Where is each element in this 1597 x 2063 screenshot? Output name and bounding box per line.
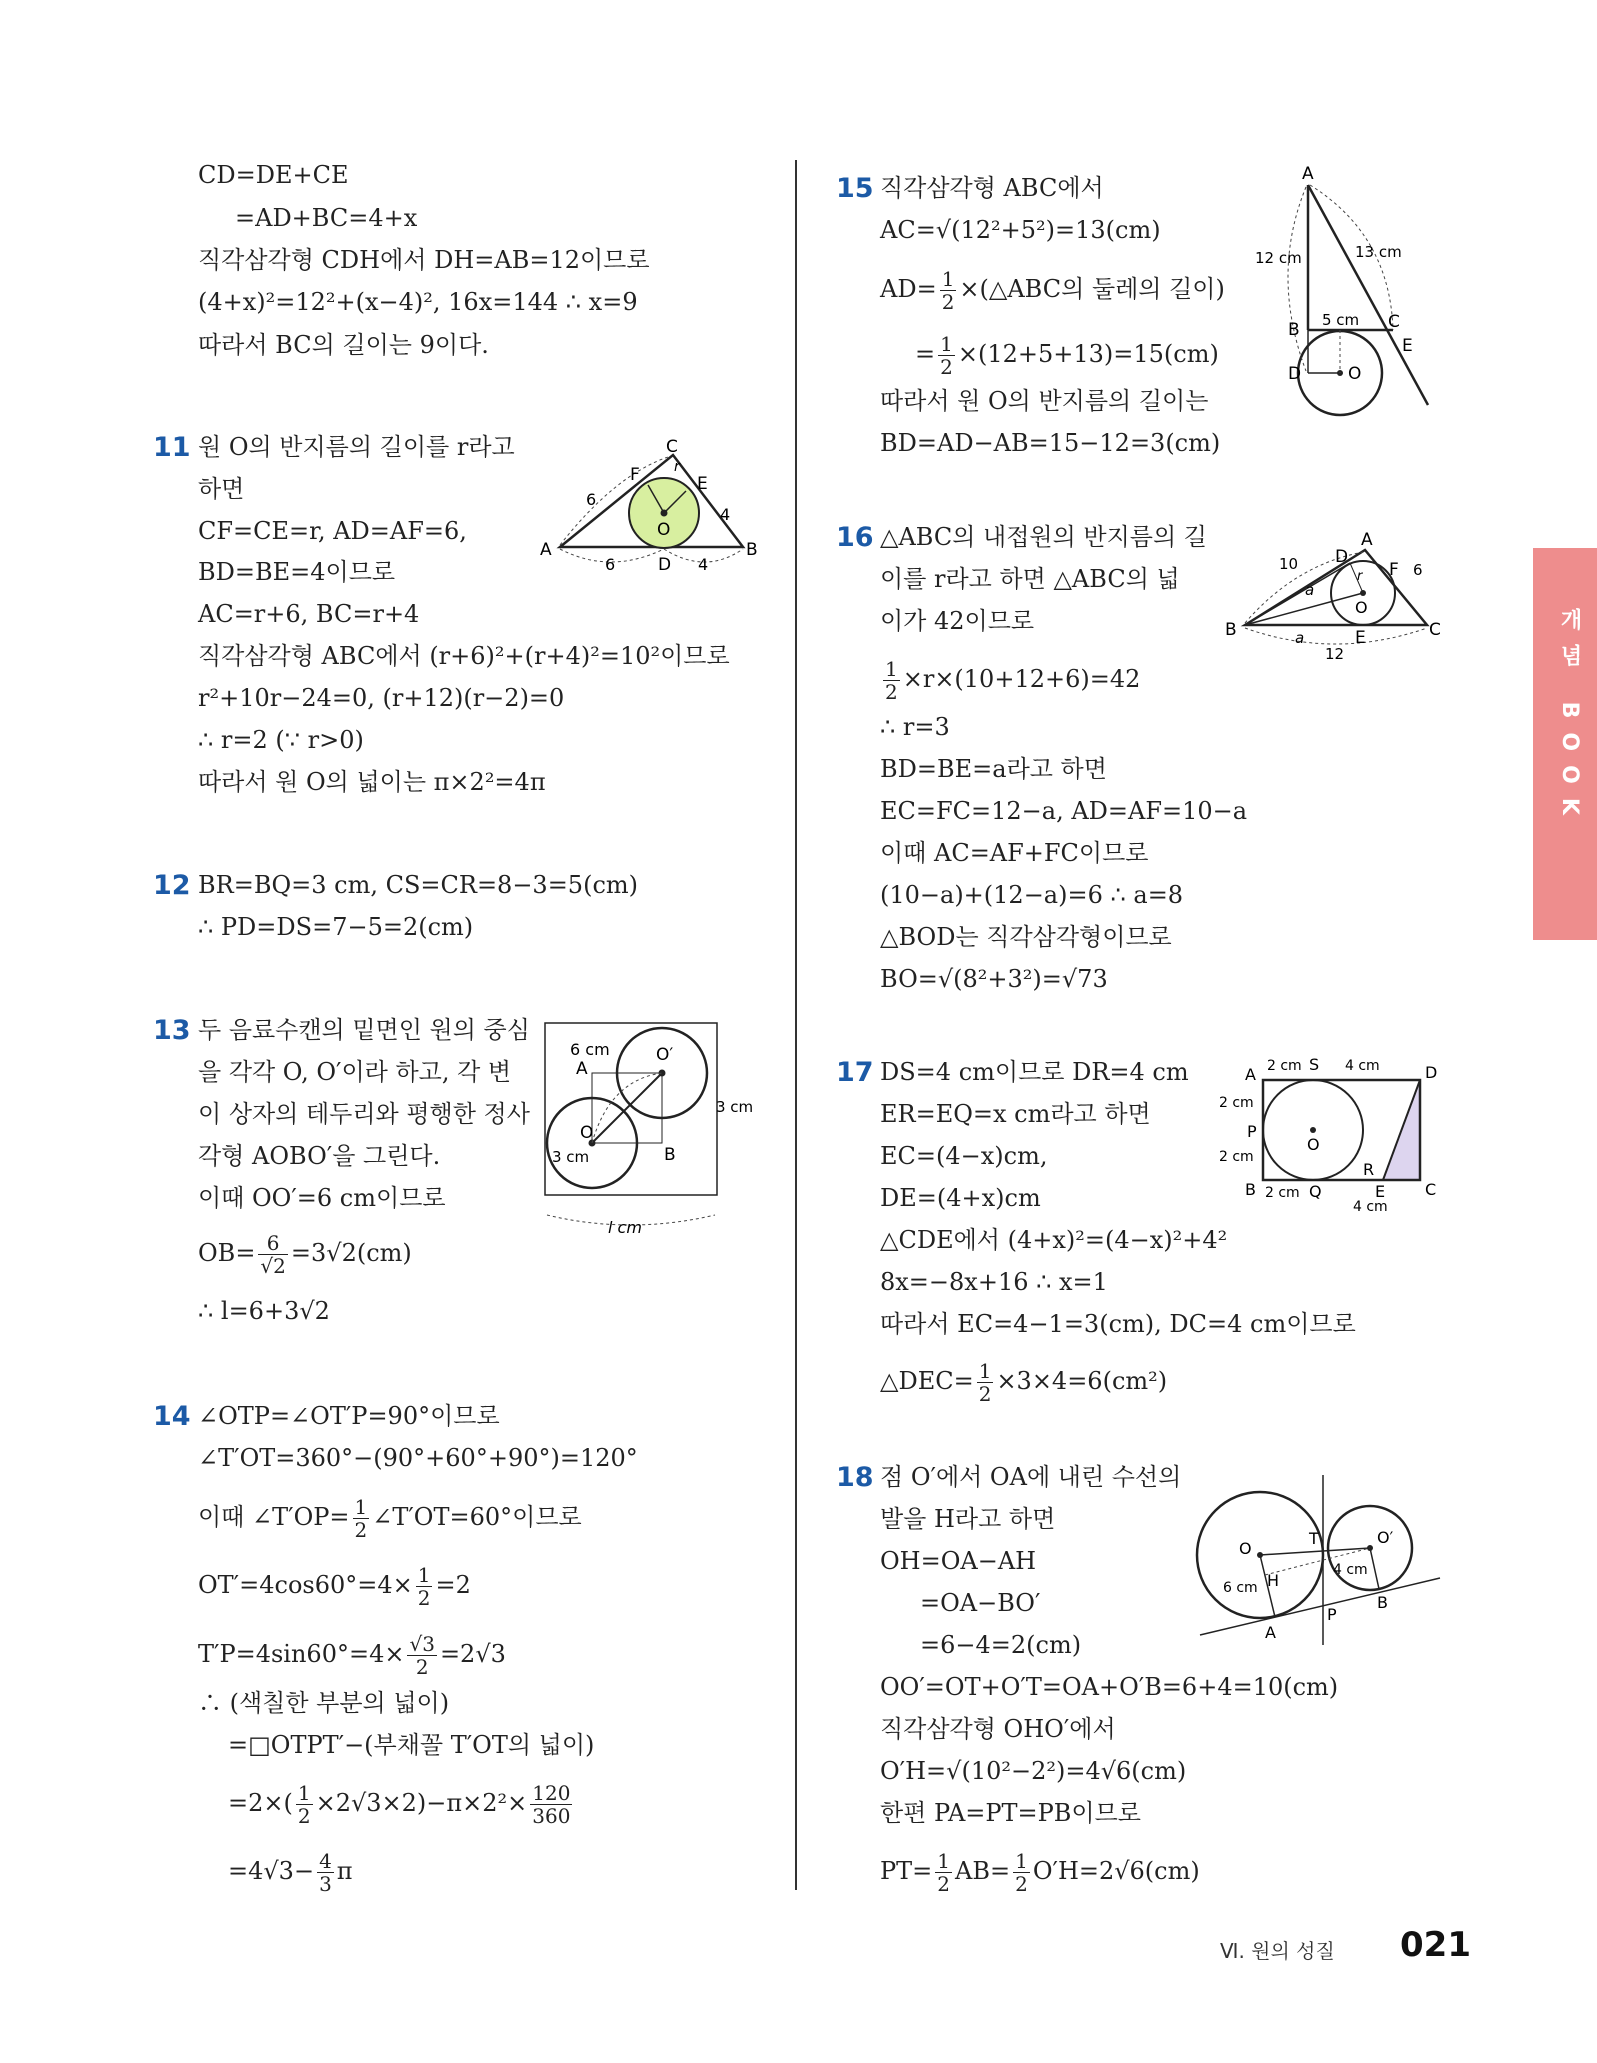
p14-l5-b: =2√3	[439, 1640, 506, 1668]
p14-l3-num: 1	[354, 1495, 368, 1519]
p15-fig-label-o: O	[1348, 364, 1362, 384]
p16-fig-label-c: C	[1429, 620, 1441, 640]
p13-number: 13	[153, 1015, 191, 1046]
p14-number: 14	[153, 1401, 191, 1432]
footer-chapter-title: Ⅵ. 원의 성질	[1220, 1939, 1335, 1963]
p18-fig-label-o: O	[1239, 1539, 1252, 1558]
p13-line7: ∴ l=6+3√2	[198, 1297, 330, 1325]
p15-fig-label-b: B	[1288, 320, 1300, 340]
p18-l10-den2: 2	[1015, 1872, 1028, 1896]
p13-figure	[540, 1020, 754, 1240]
p15-figure	[1250, 165, 1450, 435]
p11-line2: 하면	[198, 475, 245, 503]
p18-l10-frac2	[1013, 1850, 1030, 1895]
p16-fig-12: 12	[1325, 645, 1345, 663]
p16-l4-num: 1	[885, 657, 898, 681]
p14-l4-num: 1	[417, 1563, 431, 1587]
p16-line3: 이가 42이므로	[880, 607, 1035, 635]
p10-line1: CD=DE+CE	[198, 161, 349, 189]
p15-l4-den: 2	[940, 355, 953, 379]
p11-fig-label-6a: 6	[586, 490, 597, 509]
p14-l4-den: 2	[417, 1586, 431, 1610]
p14-line2: ∠T′OT=360°−(90°+60°+90°)=120°	[198, 1444, 638, 1472]
p17-line8	[880, 1360, 1167, 1405]
p14-l4-b: =2	[435, 1571, 471, 1599]
p13-line2: 을 각각 O, O′이라 하고, 각 변	[198, 1058, 512, 1086]
p18-line4: =OA−BO′	[920, 1589, 1041, 1617]
p12-line1: BR=BQ=3 cm, CS=CR=8−3=5(cm)	[198, 871, 639, 899]
p18-line2: 발을 H라고 하면	[880, 1505, 1056, 1533]
p16-fig-label-a: A	[1361, 530, 1373, 550]
p10-line5: 따라서 BC의 길이는 9이다.	[198, 331, 489, 359]
p11-fig-label-c: C	[666, 437, 678, 457]
p17-fig-label-o: O	[1307, 1135, 1320, 1154]
p18-line9: 한편 PA=PT=PB이므로	[880, 1799, 1141, 1827]
p18-l10-a: PT=	[880, 1857, 933, 1885]
p11-line6: 직각삼각형 ABC에서 (r+6)²+(r+4)²=10²이므로	[198, 642, 730, 670]
p17-fig-label-b: B	[1245, 1180, 1256, 1199]
p11-fig-label-r: r	[674, 459, 680, 475]
p16-fig-label-o: O	[1355, 598, 1368, 617]
p13-fig-label-b: B	[664, 1145, 676, 1165]
page-number: 021	[1400, 1925, 1471, 1965]
p16-line7: EC=FC=12−a, AD=AF=10−a	[880, 797, 1248, 825]
p11-line3: CF=CE=r, AD=AF=6,	[198, 517, 467, 545]
p15-l3-frac	[940, 268, 957, 313]
p14-l5-frac	[407, 1633, 436, 1678]
p13-line6	[198, 1232, 412, 1277]
p17-fig-2cm-left2: 2 cm	[1219, 1149, 1254, 1165]
p18-line6: OO′=OT+O′T=OA+O′B=6+4=10(cm)	[880, 1673, 1339, 1701]
p15-l4-frac	[938, 333, 955, 378]
p14-l8-frac2	[530, 1782, 572, 1827]
p13-frac-num: 6	[258, 1232, 287, 1255]
chapter-side-tab	[1533, 548, 1597, 940]
p14-l9-num: 4	[319, 1849, 332, 1873]
p17-fig-label-d: D	[1425, 1063, 1438, 1082]
p16-line6: BD=BE=a라고 하면	[880, 755, 1107, 783]
p16-fig-r: r	[1357, 569, 1363, 584]
p15-line6: BD=AD−AB=15−12=3(cm)	[880, 429, 1221, 457]
p16-line2: 이를 r라고 하면 △ABC의 넓	[880, 565, 1180, 593]
p11-fig-label-o: O	[657, 520, 671, 540]
p14-l4-a: OT′=4cos60°=4×	[198, 1571, 413, 1599]
p16-line9: (10−a)+(12−a)=6 ∴ a=8	[880, 881, 1184, 909]
p17-fig-label-c: C	[1425, 1180, 1437, 1199]
p18-l10-num2: 1	[1015, 1849, 1028, 1873]
p16-fig-10: 10	[1279, 555, 1299, 573]
p13-line1: 두 음료수캔의 밑면인 원의 중심	[198, 1016, 530, 1044]
p17-line4: DE=(4+x)cm	[880, 1184, 1041, 1212]
p16-line11: BO=√(8²+3²)=√73	[880, 965, 1108, 993]
p17-fig-4cm-top: 4 cm	[1345, 1058, 1380, 1074]
p15-l3-b: ×(△ABC의 둘레의 길이)	[959, 275, 1225, 303]
p17-l8-b: ×3×4=6(cm²)	[996, 1367, 1168, 1395]
p13-fig-label-a: A	[576, 1059, 588, 1079]
p13-ob-rhs: =3√2(cm)	[290, 1239, 412, 1267]
p14-l8-b: ×2√3×2)−π×2²×	[315, 1789, 528, 1817]
p18-fig-label-p: P	[1327, 1605, 1337, 1624]
p14-l5-den: 2	[415, 1655, 429, 1679]
p14-l8-num2: 120	[532, 1781, 571, 1805]
p13-fig-l: l cm	[608, 1218, 642, 1237]
p18-line1: 점 O′에서 OA에 내린 수선의	[880, 1463, 1182, 1491]
p14-l4-frac	[416, 1564, 433, 1609]
p11-line1: 원 O의 반지름의 길이를 r라고	[198, 433, 515, 461]
p10-line2: =AD+BC=4+x	[235, 204, 418, 232]
p11-line5: AC=r+6, BC=r+4	[198, 600, 420, 628]
p14-l8-den: 2	[297, 1804, 311, 1828]
p14-l9-den: 3	[319, 1872, 332, 1896]
p16-line8: 이때 AC=AF+FC이므로	[880, 839, 1149, 867]
p15-line1: 직각삼각형 ABC에서	[880, 174, 1104, 202]
p12-line2: ∴ PD=DS=7−5=2(cm)	[198, 913, 474, 941]
p17-fig-2cm-bottom: 2 cm	[1265, 1185, 1300, 1201]
p17-fig-label-s: S	[1309, 1055, 1320, 1074]
p16-fig-label-b: B	[1225, 620, 1237, 640]
p16-fig-6: 6	[1413, 561, 1423, 579]
p14-l8-frac	[296, 1782, 313, 1827]
p13-fig-6cm: 6 cm	[570, 1040, 610, 1059]
p18-line10	[880, 1850, 1200, 1895]
p15-line5: 따라서 원 O의 반지름의 길이는	[880, 387, 1209, 415]
p17-line7: 따라서 EC=4−1=3(cm), DC=4 cm이므로	[880, 1310, 1356, 1338]
p18-figure	[1195, 1470, 1450, 1660]
p18-line3: OH=OA−AH	[880, 1547, 1037, 1575]
p18-fig-label-t: T	[1309, 1529, 1319, 1548]
p14-l5-num: √3	[409, 1632, 435, 1656]
p16-line4	[880, 658, 1140, 703]
p17-l8-num: 1	[978, 1359, 992, 1383]
p18-fig-label-a: A	[1265, 1623, 1276, 1642]
p18-fig-label-h: H	[1267, 1571, 1280, 1590]
p11-fig-label-b: B	[746, 540, 758, 560]
p16-line10: △BOD는 직각삼각형이므로	[880, 923, 1172, 951]
p18-l10-num1: 1	[937, 1849, 950, 1873]
p14-l8-den2: 360	[532, 1804, 571, 1828]
p15-line3	[880, 268, 1225, 313]
p16-fig-label-e: E	[1355, 628, 1366, 648]
p14-line6: ∴ (색칠한 부분의 넓이)	[198, 1689, 450, 1717]
p18-l10-den1: 2	[937, 1872, 950, 1896]
p11-fig-label-4a: 4	[720, 505, 731, 524]
p18-fig-label-o-prime: O′	[1377, 1528, 1394, 1547]
p17-l8-den: 2	[978, 1382, 992, 1406]
p15-fig-label-c: C	[1388, 312, 1400, 332]
p14-l9-frac	[317, 1850, 334, 1895]
p14-l8-num: 1	[297, 1781, 311, 1805]
p17-line5: △CDE에서 (4+x)²=(4−x)²+4²	[880, 1226, 1228, 1254]
side-tab-label: 개념 BOOK	[1557, 608, 1582, 829]
p17-line2: ER=EQ=x cm라고 하면	[880, 1100, 1151, 1128]
p13-fraction	[258, 1232, 287, 1277]
p16-fig-label-d: D	[1335, 547, 1349, 567]
p13-fig-3cm-a: 3 cm	[552, 1148, 590, 1166]
p14-line7: =□OTPT′−(부채꼴 T′OT의 넓이)	[228, 1731, 595, 1759]
p18-fig-4cm: 4 cm	[1333, 1562, 1368, 1578]
p11-line9: 따라서 원 O의 넓이는 π×2²=4π	[198, 768, 546, 796]
p16-line1: △ABC의 내접원의 반지름의 길	[880, 523, 1207, 551]
p14-l3-b: ∠T′OT=60°이므로	[372, 1503, 582, 1531]
p13-ob-lhs: OB=	[198, 1239, 256, 1267]
p17-line1: DS=4 cm이므로 DR=4 cm	[880, 1058, 1189, 1086]
p17-fig-4cm-bottom: 4 cm	[1353, 1199, 1388, 1215]
p15-number: 15	[836, 173, 874, 204]
p15-l4-b: ×(12+5+13)=15(cm)	[957, 340, 1219, 368]
p17-fig-2cm-top: 2 cm	[1267, 1058, 1302, 1074]
p15-l3-num: 1	[941, 267, 955, 291]
p18-line5: =6−4=2(cm)	[920, 1631, 1082, 1659]
p11-fig-label-4b: 4	[698, 555, 709, 574]
p14-line3	[198, 1496, 582, 1541]
p18-l10-frac1	[935, 1850, 952, 1895]
p16-figure	[1215, 525, 1450, 665]
p14-l9-a: =4√3−	[228, 1857, 315, 1885]
p16-fig-a2: a	[1295, 629, 1305, 647]
p18-fig-6cm: 6 cm	[1223, 1580, 1258, 1596]
p15-l4-num: 1	[940, 332, 953, 356]
p11-fig-label-d: D	[658, 555, 672, 575]
p14-line9	[228, 1850, 353, 1895]
p17-figure	[1215, 1045, 1455, 1225]
p17-fig-2cm-left1: 2 cm	[1219, 1095, 1254, 1111]
p14-line5	[198, 1633, 506, 1678]
p16-line5: ∴ r=3	[880, 713, 950, 741]
p17-fig-label-r: R	[1363, 1160, 1375, 1179]
p15-fig-label-a: A	[1302, 164, 1314, 184]
p13-fig-label-o-prime: O′	[656, 1045, 674, 1065]
p17-fig-label-p: P	[1247, 1122, 1257, 1141]
p13-frac-den: √2	[260, 1254, 286, 1278]
column-divider	[795, 160, 797, 1890]
p11-line8: ∴ r=2 (∵ r>0)	[198, 726, 364, 754]
p11-fig-label-6b: 6	[605, 555, 616, 574]
p15-line2: AC=√(12²+5²)=13(cm)	[880, 216, 1161, 244]
p13-line5: 이때 OO′=6 cm이므로	[198, 1184, 446, 1212]
p16-number: 16	[836, 522, 874, 553]
p15-l3-den: 2	[941, 290, 955, 314]
p15-l4-a: =	[915, 340, 936, 368]
p14-l8-a: =2×(	[228, 1789, 293, 1817]
p18-l10-c: O′H=2√6(cm)	[1032, 1857, 1200, 1885]
p10-line3: 직각삼각형 CDH에서 DH=AB=12이므로	[198, 246, 650, 274]
p15-fig-label-d: D	[1288, 364, 1302, 384]
p16-fig-label-f: F	[1389, 560, 1399, 580]
p16-fig-a1: a	[1305, 581, 1315, 599]
p18-number: 18	[836, 1462, 874, 1493]
p17-fig-label-a: A	[1245, 1065, 1256, 1084]
p14-line1: ∠OTP=∠OT′P=90°이므로	[198, 1402, 500, 1430]
p14-l3-den: 2	[354, 1518, 368, 1542]
p15-fig-label-e: E	[1402, 336, 1413, 356]
p11-line4: BD=BE=4이므로	[198, 558, 396, 586]
p11-fig-label-f: F	[630, 465, 640, 485]
p16-l4-frac	[883, 658, 900, 703]
p17-line3: EC=(4−x)cm,	[880, 1142, 1048, 1170]
p13-line3: 이 상자의 테두리와 평행한 정사	[198, 1100, 530, 1128]
p15-fig-5cm: 5 cm	[1322, 311, 1360, 329]
p16-l4-b: ×r×(10+12+6)=42	[902, 665, 1141, 693]
p11-fig-label-a: A	[540, 540, 552, 560]
p14-l3-a: 이때 ∠T′OP=	[198, 1503, 350, 1531]
p18-l10-b: AB=	[955, 1857, 1011, 1885]
p10-line4: (4+x)²=12²+(x−4)², 16x=144 ∴ x=9	[198, 288, 638, 316]
p15-l3-a: AD=	[880, 275, 937, 303]
p14-l9-b: π	[336, 1857, 353, 1885]
p14-line4	[198, 1564, 471, 1609]
p11-line7: r²+10r−24=0, (r+12)(r−2)=0	[198, 684, 565, 712]
p12-number: 12	[153, 870, 191, 901]
p13-line4: 각형 AOBO′을 그린다.	[198, 1142, 441, 1170]
p13-fig-label-o: O	[580, 1123, 594, 1143]
p11-figure	[530, 435, 770, 575]
p17-fig-label-q: Q	[1309, 1182, 1322, 1201]
p17-l8-a: △DEC=	[880, 1367, 974, 1395]
p17-line6: 8x=−8x+16 ∴ x=1	[880, 1268, 1108, 1296]
p15-line4	[915, 333, 1219, 378]
p17-l8-frac	[977, 1360, 994, 1405]
p15-fig-12cm: 12 cm	[1255, 249, 1302, 267]
p14-l5-a: T′P=4sin60°=4×	[198, 1640, 405, 1668]
p11-fig-label-e: E	[697, 474, 708, 494]
p17-number: 17	[836, 1057, 874, 1088]
p18-line7: 직각삼각형 OHO′에서	[880, 1715, 1116, 1743]
p15-fig-13cm: 13 cm	[1355, 243, 1402, 261]
p17-fig-label-e: E	[1375, 1182, 1386, 1201]
p11-number: 11	[153, 432, 191, 463]
p16-l4-den: 2	[885, 680, 898, 704]
p13-fig-3cm-b: 3 cm	[716, 1098, 754, 1116]
p14-line8	[228, 1782, 575, 1827]
p18-line8: O′H=√(10²−2²)=4√6(cm)	[880, 1757, 1187, 1785]
p14-l3-frac	[353, 1496, 370, 1541]
p18-fig-label-b: B	[1377, 1593, 1388, 1612]
